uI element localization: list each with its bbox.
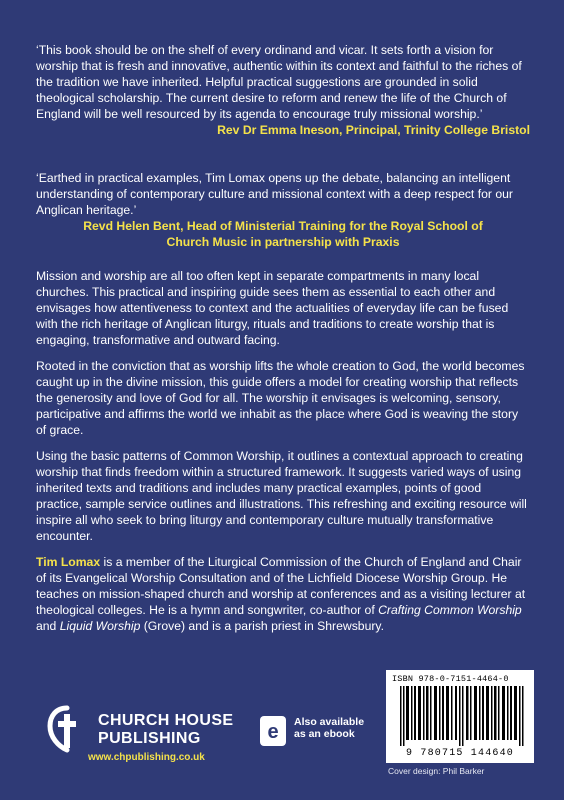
publisher-url[interactable]: www.chpublishing.co.uk xyxy=(88,752,205,763)
author-book-2: Liquid Worship xyxy=(59,619,141,633)
description-paragraph-3: Using the basic patterns of Common Worship, it outlines a contextual approach to creating worship that finds freedom within a structured framework. It suggests varied ways of using inherited texts and traditions and includes many practical examples, points of good practice, sample service outlines and illustrations. This refreshing and exciting resource will inspire all who seek to bring liturgy and contemporary culture mutually transformative encounter. xyxy=(36,449,527,543)
church-house-emblem-icon xyxy=(42,704,92,754)
author-bio-part2: and xyxy=(36,619,60,633)
author-bio-part1: is a member of the Liturgical Commission of the Church of England and Chair of its Evangelical Worship Consultation and of the Lichfield Diocese Worship Group. He teaches on mission-shaped church and worship at conferences and as a visiting lecturer at theological colleges. He is a hymn and songwriter, co-author of xyxy=(36,555,526,617)
ebook-icon xyxy=(258,714,290,748)
cover-design-credit: Cover design: Phil Barker xyxy=(388,766,485,776)
publisher-name-line2: PUBLISHING xyxy=(98,730,201,747)
description-paragraph-1: Mission and worship are all too often kept in separate compartments in many local churches. This practical and inspiring guide sees them as essential to each other and envisages how attentiveness to context and the actualities of everyday life can be fused with the rich heritage of Anglican liturgy, rituals and traditions to create worship that is engaging, transformative and outward facing. xyxy=(36,269,509,347)
author-bio xyxy=(36,554,530,634)
author-bio-part3: (Grove) and is a parish priest in Shrewsbury. xyxy=(140,619,384,633)
ebook-badge xyxy=(258,712,368,752)
endorsement-quote-1 xyxy=(36,42,530,138)
endorsement-quote-2 xyxy=(36,170,530,250)
quote-attribution-2-line2: Church Music in partnership with Praxis xyxy=(166,235,400,249)
svg-text:e: e xyxy=(267,721,279,743)
author-book-1: Crafting Common Worship xyxy=(378,603,522,617)
barcode xyxy=(386,670,534,763)
isbn-label: ISBN 978-0-7151-4464-0 xyxy=(392,674,509,684)
quote-attribution-2-line1: Revd Helen Bent, Head of Ministerial Training for the Royal School of xyxy=(83,219,483,233)
quote-text-2: ‘Earthed in practical examples, Tim Lomax opens up the debate, balancing an intelligent understanding of contemporary culture and missional context with a deep respect for our Anglican heritage.’ xyxy=(36,171,513,217)
ebook-line2: as an ebook xyxy=(294,728,355,740)
publisher-logo xyxy=(36,700,236,770)
quote-attribution-1: Rev Dr Emma Ineson, Principal, Trinity College Bristol xyxy=(217,123,530,137)
ebook-line1: Also available xyxy=(294,716,365,728)
publisher-name-line1: CHURCH HOUSE xyxy=(98,712,234,729)
description-paragraph-2: Rooted in the conviction that as worship lifts the whole creation to God, the world becomes caught up in the divine mission, this guide offers a model for creating worship that reflects the generosity and love of God for all. The worship it envisages is welcoming, sensory, participative and affirms the world we inhabit as the place where God is weaving the story of grace. xyxy=(36,359,525,437)
barcode-bars xyxy=(400,686,524,746)
ebook-text xyxy=(294,716,374,740)
barcode-number: 9 780715 144640 xyxy=(405,748,514,759)
quote-text-1: ‘This book should be on the shelf of every ordinand and vicar. It sets forth a vision for worship that is fresh and innovative, authentic within its context and faithful to the riches of the tradition we have inherited. Helpful practical suggestions are grounded in solid theological scholarship. The current desire to reform and renew the life of the Church of England will be well resourced by its agenda to encourage truly missional worship.’ xyxy=(36,43,522,121)
author-name: Tim Lomax xyxy=(36,555,101,569)
